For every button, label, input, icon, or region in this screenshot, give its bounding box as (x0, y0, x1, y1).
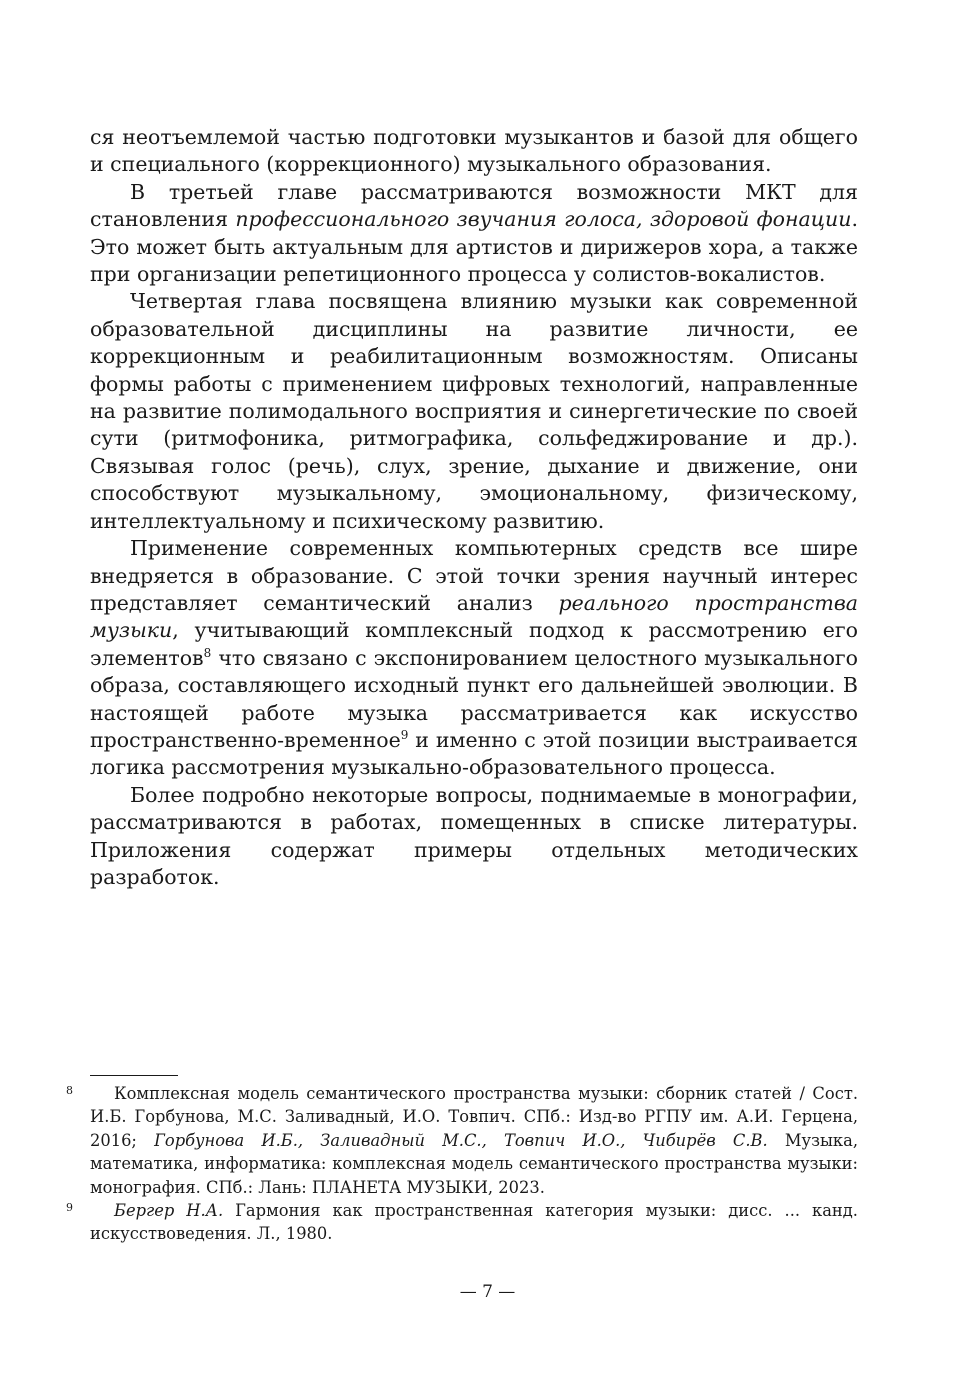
paragraph-1-text: ся неотъемлемой частью подготовки музыкантов и базой для общего и специального (коррекционного) музыкального образования. (90, 125, 858, 177)
paragraph-2-text-a: В третьей главе рассматриваются возможности МКТ для становления (90, 179, 858, 232)
paragraph-4-text-b: , учитывающий комплексный подход к рассмотрению его элементов (90, 618, 858, 670)
paragraph-2-emphasis: профессионального звучания голоса, здоровой фонации (235, 207, 852, 232)
paragraph-4-text-d: и именно с этой позиции выстраивается логика рассмотрения музыкально-образовательного процесса. (90, 727, 858, 780)
footnote-9 (66, 1199, 858, 1246)
footnote-9-text: Гармония как пространственная категория музыки: дисс. ... канд. искусствоведения. Л., 1980. (90, 1201, 858, 1244)
paragraph-3-text: Четвертая глава посвящена влиянию музыки как современной образовательной дисциплины на развитие личности, ее коррекционным и реабилитационным возможностям. Описаны формы работы с применением цифровых технологий, направленные на развитие полимодального восприятия и синергетические по своей сути (ритмофоника, ритмографика, сольфеджирование и др.). Связывая голос (речь), слух, зрение, дыхание и движение, они способствуют музыкальному, эмоциональному, физическому, интеллектуальному и психическому развитию. (90, 289, 858, 533)
paragraph-5-text: Более подробно некоторые вопросы, поднимаемые в монографии, рассматриваются в работах, помещенных в списке литературы. Приложения содержат примеры отдельных методических разработок. (90, 782, 858, 889)
footnote-8 (66, 1082, 858, 1199)
paragraph-4-emphasis: реального пространства музыки (90, 590, 858, 643)
paragraph-4-text-a: Применение современных компьютерных средств все шире внедряется в образование. С этой точки зрения научный интерес представляет семантический анализ (90, 536, 858, 615)
paragraph-2 (90, 179, 858, 289)
footnote-ref-9[interactable]: 9 (400, 727, 409, 742)
paragraph-4-text-c: что связано с экспонированием целостного музыкального образа, составляющего исходный пункт его дальнейшей эволюции. В настоящей работе музыка рассматривается как искусство пространственно-временное (90, 645, 858, 752)
footnote-8-authors: Горбунова И.Б., Заливадный М.С., Товпич И.О., Чибирёв С.В. (154, 1130, 768, 1150)
paragraph-1 (90, 124, 858, 179)
paragraph-3 (90, 288, 858, 535)
main-text (90, 124, 858, 891)
footnote-ref-8[interactable]: 8 (203, 645, 212, 660)
footnote-8-number: 8 (66, 1084, 73, 1097)
footnote-9-author: Бергер Н.А. (114, 1201, 224, 1221)
footnote-9-number: 9 (66, 1201, 73, 1215)
footnote-divider (90, 1075, 178, 1076)
page-number: — 7 — (459, 1282, 516, 1302)
footnote-8-text-a: Комплексная модель семантического пространства музыки: сборник статей / Сост. И.Б. Горбунова, М.С. Заливадный, И.О. Товпич. СПб.: Изд-во РГПУ им. А.И. Герцена, 2016; (90, 1084, 858, 1150)
paragraph-2-text-b: . Это может быть актуальным для артистов и дирижеров хора, а также при организации репетиционного процесса у солистов-вокалистов. (90, 207, 858, 287)
footnotes (66, 1082, 858, 1246)
footnote-8-text-b: Музыка, математика, информатика: комплексная модель семантического пространства музыки: монография. СПб.: Лань: ПЛАНЕТА МУЗЫКИ, 2023. (90, 1130, 858, 1197)
paragraph-5 (90, 782, 858, 892)
paragraph-4 (90, 535, 858, 782)
